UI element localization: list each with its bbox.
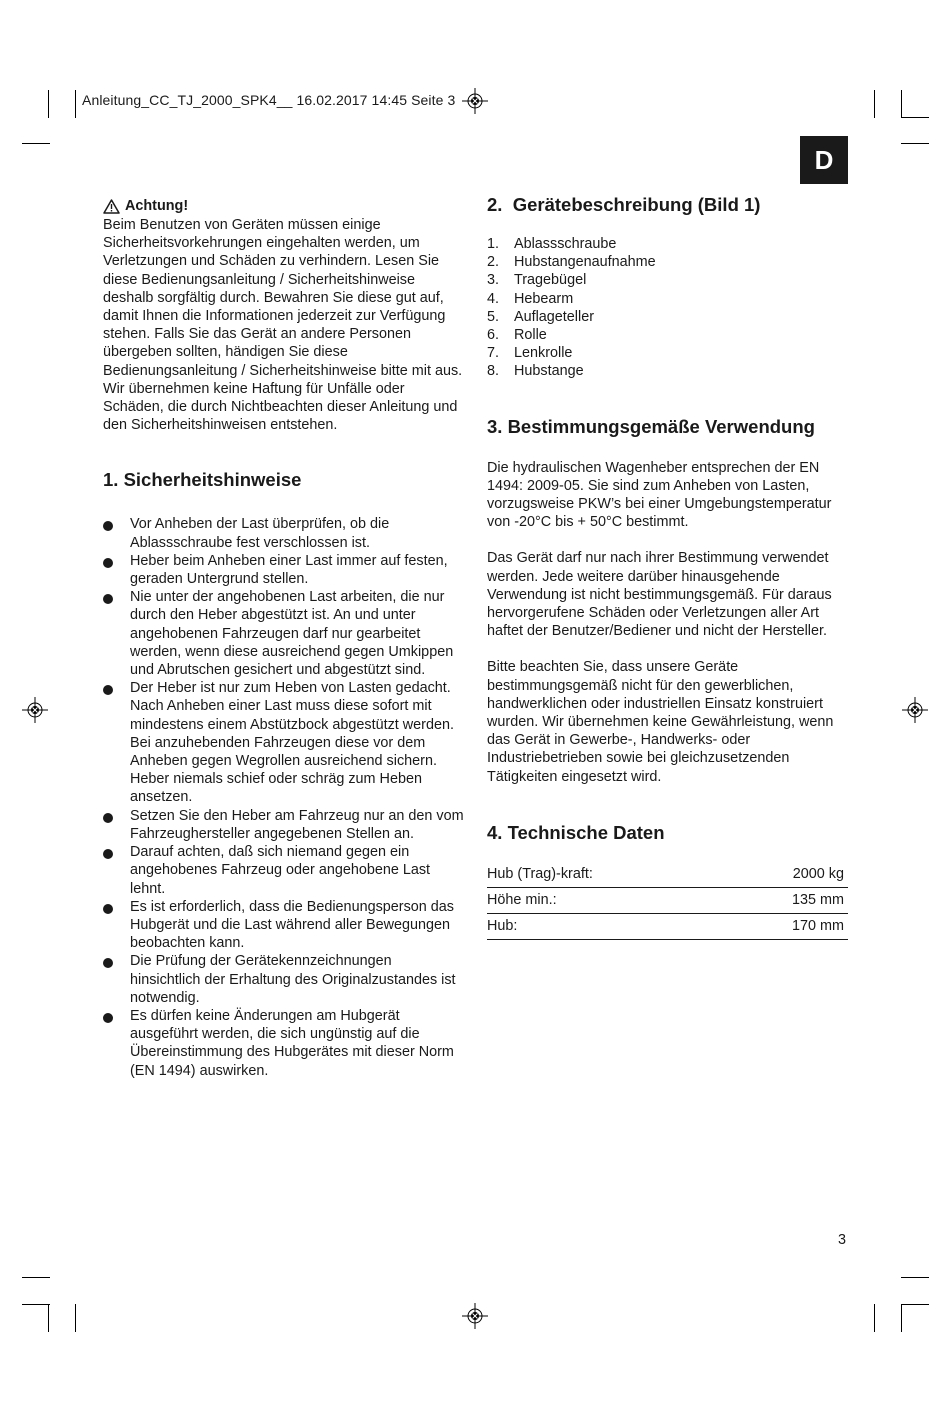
section-1-heading: 1. Sicherheitshinweise xyxy=(103,469,302,491)
crop-mark xyxy=(901,1304,902,1332)
crop-mark xyxy=(22,1304,50,1305)
bullet-icon xyxy=(103,849,113,859)
table-cell-value: 135 mm xyxy=(726,887,848,913)
registration-mark-icon xyxy=(462,88,488,114)
list-item: Setzen Sie den Heber am Fahrzeug nur an den vom Fahrzeughersteller angegebenen Stellen an. xyxy=(103,807,465,843)
table-row xyxy=(487,913,848,939)
paragraph: Die hydraulischen Wagenheber entsprechen der EN 1494: 2009-05. Sie sind zum Anheben von Lasten, vorzugsweise PKW’s bei einer Umgebungstemperatur von -20°C bis + 50°C bestimmt. xyxy=(487,459,832,531)
table-cell-label: Hub: xyxy=(487,913,726,939)
list-item: Darauf achten, daß sich niemand gegen ein angehobenes Fahrzeug oder angehobene Last lehnt. xyxy=(103,843,465,898)
list-item: 4. Hebearm xyxy=(487,290,574,307)
registration-mark-icon xyxy=(462,1303,488,1329)
crop-mark xyxy=(901,117,929,118)
bullet-icon xyxy=(103,685,113,695)
registration-mark-icon xyxy=(902,697,928,723)
warning-title: Achtung! xyxy=(125,198,189,214)
safety-list xyxy=(103,515,465,1079)
registration-mark-icon xyxy=(22,697,48,723)
crop-mark xyxy=(22,1277,50,1278)
table-row xyxy=(487,887,848,913)
list-item: 3. Tragebügel xyxy=(487,272,587,289)
list-item: 7. Lenkrolle xyxy=(487,345,573,362)
bullet-icon xyxy=(103,958,113,968)
list-item: 1. Ablassschraube xyxy=(487,236,617,252)
list-item: 8. Hubstange xyxy=(487,363,584,380)
list-item: Der Heber ist nur zum Heben von Lasten gedacht. Nach Anheben einer Last muss diese sofort mit mindestens einem Abstützbock abgestützt werden. Bei anzuhebenden Fahrzeugen diese vor dem Anheben gegen Wegrollen ausreichend sichern. Heber niemals schief oder schräg zum Heben ansetzen. xyxy=(103,679,465,806)
language-tab: D xyxy=(800,136,848,184)
crop-mark xyxy=(75,90,76,118)
crop-mark xyxy=(874,1304,875,1332)
table-cell-value: 2000 kg xyxy=(726,862,848,888)
crop-mark xyxy=(901,90,902,118)
bullet-icon xyxy=(103,813,113,823)
section-4-heading: 4. Technische Daten xyxy=(487,821,665,843)
list-item: Die Prüfung der Gerätekennzeichnungen hinsichtlich der Erhaltung des Originalzustandes ist notwendig. xyxy=(103,952,465,1007)
bullet-icon xyxy=(103,594,113,604)
bullet-icon xyxy=(103,904,113,914)
table-cell-label: Höhe min.: xyxy=(487,887,726,913)
list-item: Nie unter der angehobenen Last arbeiten, die nur durch den Heber abgestützt ist. An und unter angehobenen Fahrzeugen darf nur gearbeitet werden, wenn diese ausreichend gegen Umkippen und Abrutschen gesichert und abgestützt sind. xyxy=(103,588,465,679)
list-item: 5. Auflageteller xyxy=(487,308,594,325)
paragraph: Bitte beachten Sie, dass unsere Geräte bestimmungsgemäß nicht für den gewerblichen, handwerklichen oder industriellen Einsatz konstruiert wurden. Wir übernehmen keine Gewährleistung, wenn das Gerät in Gewerbe-, Handwerks- oder Industriebetrieben sowie bei gleichzusetzenden Tätigkeiten eingesetzt wird. xyxy=(487,659,834,785)
list-item: Heber beim Anheben einer Last immer auf festen, geraden Untergrund stellen. xyxy=(103,552,465,588)
table-cell-label: Hub (Trag)-kraft: xyxy=(487,862,726,888)
section-2-heading: 2. Gerätebeschreibung (Bild 1) xyxy=(487,194,761,215)
list-item: 2. Hubstangenaufnahme xyxy=(487,254,656,271)
warning-text: Beim Benutzen von Geräten müssen einige Sicherheitsvorkehrungen eingehalten werden, um Verletzungen und Schäden zu verhindern. Lesen Sie diese Bedienungsanleitung / Sicherheitshinweise deshalb sorgfältig durch. Bewahren Sie diese gut auf, damit Ihnen die Informationen jederzeit zur Verfügung stehen. Falls Sie das Gerät an andere Personen übergeben sollten, händigen Sie diese Bedienungsanleitung / Sicherheitshinweise bitte mit aus. Wir übernehmen keine Haftung für Unfälle oder Schäden, die durch Nichtbeachten dieser Anleitung und den Sicherheitshinweisen entstehen. xyxy=(103,217,463,434)
crop-mark xyxy=(48,90,49,118)
warning-heading xyxy=(103,196,465,216)
table-cell-value: 170 mm xyxy=(726,913,848,939)
crop-mark xyxy=(48,1304,49,1332)
crop-mark xyxy=(901,1277,929,1278)
table-row xyxy=(487,862,848,888)
section-3-heading: 3. Bestimmungsgemäße Verwendung xyxy=(487,415,815,437)
left-column xyxy=(103,196,465,1080)
bullet-icon xyxy=(103,521,113,531)
crop-mark xyxy=(22,143,50,144)
tech-data-table xyxy=(487,862,848,940)
list-item: Es ist erforderlich, dass die Bedienungsperson das Hubgerät und die Last während aller Bewegungen beobachten kann. xyxy=(103,898,465,953)
crop-mark xyxy=(901,143,929,144)
paragraph: Das Gerät darf nur nach ihrer Bestimmung verwendet werden. Jede weitere darüber hinausgehende Verwendung ist nicht bestimmungsgemäß. Für daraus hervorgerufene Schäden oder Verletzungen aller Art haftet der Benutzer/Bediener und nicht der Hersteller. xyxy=(487,550,832,640)
page-number: 3 xyxy=(838,1232,847,1248)
warning-icon xyxy=(103,199,120,214)
right-column xyxy=(487,193,849,940)
print-slug: Anleitung_CC_TJ_2000_SPK4__ 16.02.2017 14:45 Seite 3 xyxy=(82,92,456,108)
list-item: 6. Rolle xyxy=(487,327,547,344)
parts-list xyxy=(487,235,849,381)
list-item: Vor Anheben der Last überprüfen, ob die Ablassschraube fest verschlossen ist. xyxy=(103,515,465,551)
bullet-icon xyxy=(103,1013,113,1023)
list-item: Es dürfen keine Änderungen am Hubgerät ausgeführt werden, die sich ungünstig auf die Übereinstimmung des Hubgerätes mit dieser Norm (EN 1494) auswirken. xyxy=(103,1007,465,1080)
bullet-icon xyxy=(103,558,113,568)
crop-mark xyxy=(874,90,875,118)
crop-mark xyxy=(901,1304,929,1305)
crop-mark xyxy=(75,1304,76,1332)
